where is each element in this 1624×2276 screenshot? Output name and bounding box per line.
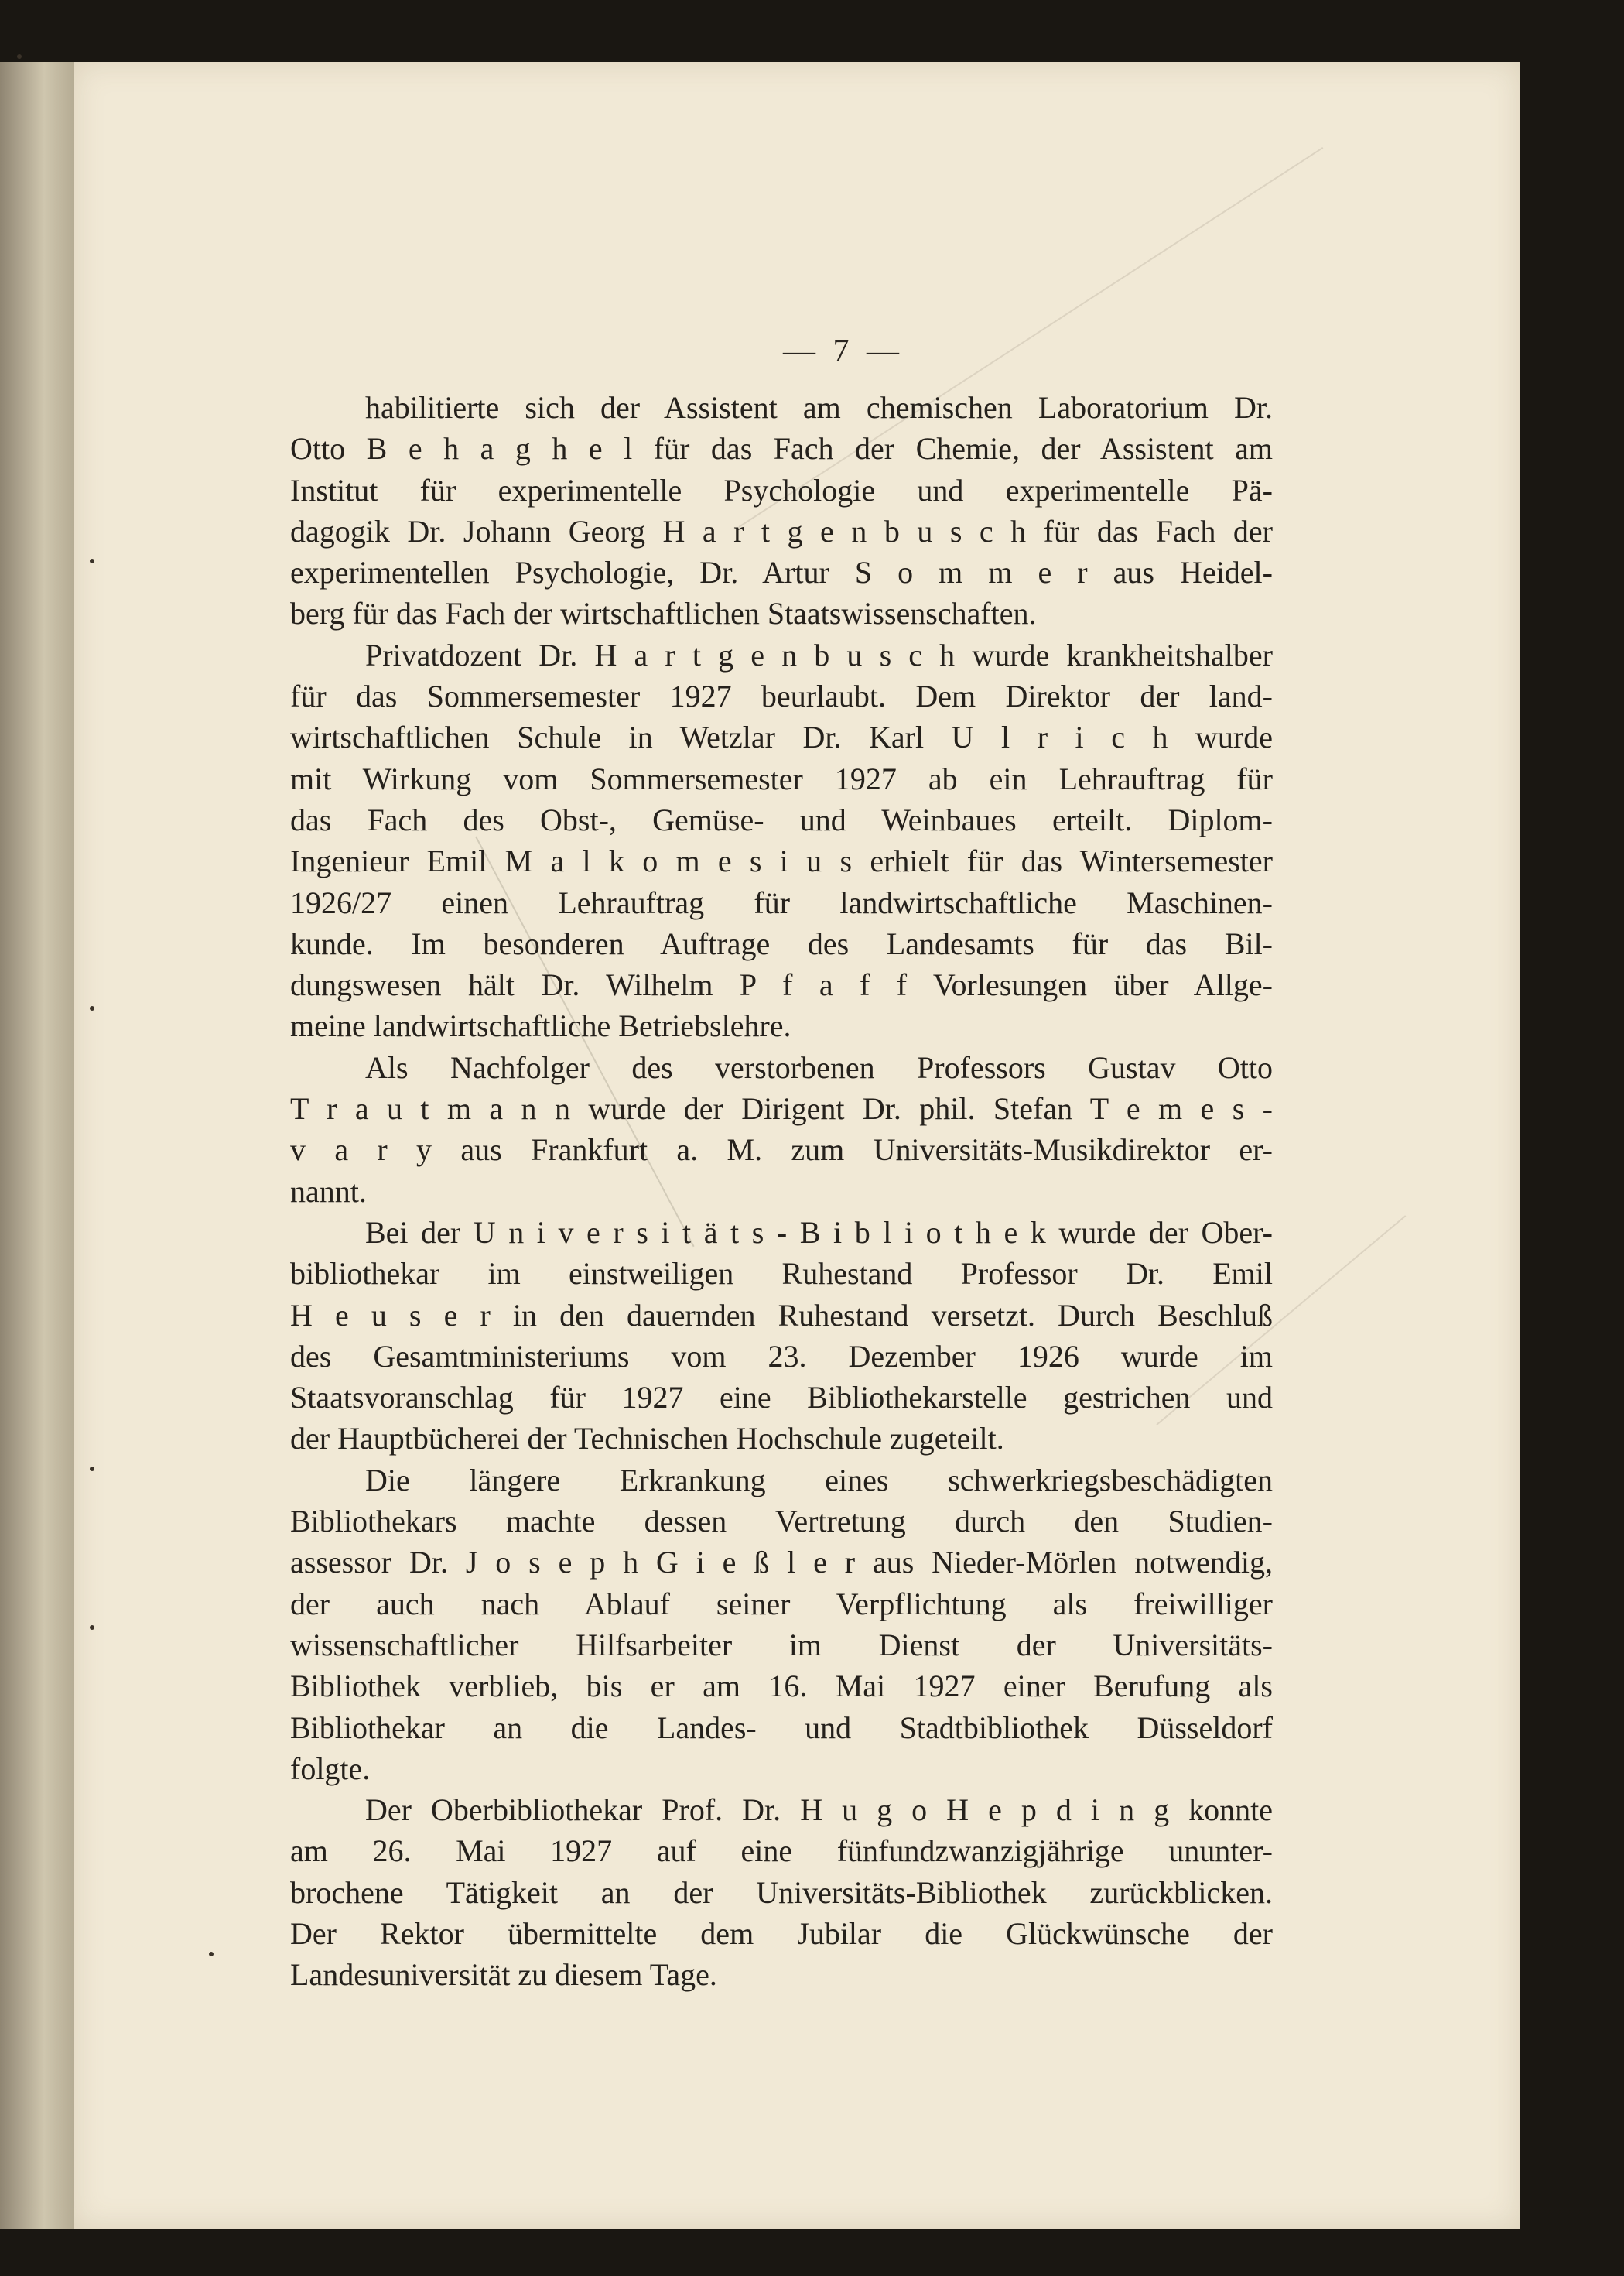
- text-line: Otto B e h a g h e l für das Fach der Chemie, der Assistent am: [290, 431, 1273, 467]
- text-line: dungswesen hält Dr. Wilhelm P f a f f Vorlesungen über Allge-: [290, 967, 1273, 1003]
- text-line: der Hauptbücherei der Technischen Hochschule zugeteilt.: [290, 1421, 1004, 1456]
- margin-speck: [90, 1006, 94, 1011]
- text-line: Privatdozent Dr. H a r t g e n b u s c h wurde krankheitshalber: [365, 637, 1273, 673]
- text-line: Bibliothekars machte dessen Vertretung durch den Studien-: [290, 1504, 1273, 1539]
- text-line: H e u s e r in den dauernden Ruhestand versetzt. Durch Beschluß: [290, 1297, 1273, 1333]
- text-line: T r a u t m a n n wurde der Dirigent Dr. phil. Stefan T e m e s -: [290, 1091, 1273, 1127]
- text-line: 1926/27 einen Lehrauftrag für landwirtschaftliche Maschinen-: [290, 885, 1273, 920]
- text-line: brochene Tätigkeit an der Universitäts-Bibliothek zurückblicken.: [290, 1874, 1273, 1910]
- text-line: berg für das Fach der wirtschaftlichen Staatswissenschaften.: [290, 596, 1037, 631]
- text-line: wissenschaftlicher Hilfsarbeiter im Dienst der Universitäts-: [290, 1627, 1273, 1662]
- margin-speck: [90, 1625, 94, 1630]
- body-text: [290, 387, 1273, 1996]
- margin-speck: [17, 54, 22, 59]
- text-line: des Gesamtministeriums vom 23. Dezember 1926 wurde im: [290, 1338, 1273, 1374]
- paragraph: [290, 387, 1273, 635]
- text-line: assessor Dr. J o s e p h G i e ß l e r aus Nieder-Mörlen notwendig,: [290, 1545, 1273, 1580]
- text-line: Staatsvoranschlag für 1927 eine Bibliothekarstelle gestrichen und: [290, 1380, 1273, 1415]
- text-line: kunde. Im besonderen Auftrage des Landesamts für das Bil-: [290, 926, 1273, 961]
- text-line: mit Wirkung vom Sommersemester 1927 ab ein Lehrauftrag für: [290, 761, 1273, 796]
- text-line: meine landwirtschaftliche Betriebslehre.: [290, 1008, 791, 1044]
- text-line: am 26. Mai 1927 auf eine fünfundzwanzigjährige ununter-: [290, 1833, 1273, 1869]
- text-line: für das Sommersemester 1927 beurlaubt. Dem Direktor der land-: [290, 679, 1273, 714]
- paragraph: [290, 1789, 1273, 1995]
- text-line: Bibliothek verblieb, bis er am 16. Mai 1927 einer Berufung als: [290, 1668, 1273, 1704]
- text-line: Bei der U n i v e r s i t ä t s - B i b l i o t h e k wurde der Ober-: [365, 1214, 1273, 1250]
- margin-speck: [209, 1952, 214, 1956]
- text-line: wirtschaftlichen Schule in Wetzlar Dr. Karl U l r i c h wurde: [290, 720, 1273, 755]
- paragraph: [290, 1212, 1273, 1460]
- book-page: [74, 62, 1520, 2229]
- text-line: v a r y aus Frankfurt a. M. zum Universitäts-Musikdirektor er-: [290, 1132, 1273, 1168]
- paragraph: [290, 1047, 1273, 1212]
- text-line: nannt.: [290, 1173, 367, 1209]
- text-line: Institut für experimentelle Psychologie und experimentelle Pä-: [290, 472, 1273, 508]
- text-line: der auch nach Ablauf seiner Verpflichtung als freiwilliger: [290, 1586, 1273, 1621]
- book-binding-edge: [0, 62, 74, 2229]
- text-line: Der Rektor übermittelte dem Jubilar die Glückwünsche der: [290, 1915, 1273, 1951]
- text-line: Landesuniversität zu diesem Tage.: [290, 1957, 717, 1993]
- margin-speck: [90, 559, 94, 563]
- text-line: Die längere Erkrankung eines schwerkriegsbeschädigten: [365, 1462, 1273, 1497]
- text-line: folgte.: [290, 1751, 371, 1786]
- text-line: dagogik Dr. Johann Georg H a r t g e n b u s c h für das Fach der: [290, 513, 1273, 549]
- text-line: habilitierte sich der Assistent am chemischen Laboratorium Dr.: [365, 390, 1273, 425]
- text-line: bibliothekar im einstweiligen Ruhestand Professor Dr. Emil: [290, 1256, 1273, 1292]
- paragraph: [290, 1460, 1273, 1789]
- page-number: — 7 —: [783, 334, 904, 369]
- text-line: experimentellen Psychologie, Dr. Artur S o m m e r aus Heidel-: [290, 555, 1273, 590]
- paragraph: [290, 635, 1273, 1047]
- text-line: Bibliothekar an die Landes- und Stadtbibliothek Düsseldorf: [290, 1710, 1273, 1745]
- text-line: Der Oberbibliothekar Prof. Dr. H u g o H e p d i n g konnte: [365, 1792, 1273, 1828]
- text-line: Ingenieur Emil M a l k o m e s i u s erhielt für das Wintersemester: [290, 844, 1273, 879]
- margin-speck: [90, 1467, 94, 1471]
- text-line: das Fach des Obst-, Gemüse- und Weinbaues erteilt. Diplom-: [290, 802, 1273, 837]
- text-line: Als Nachfolger des verstorbenen Professors Gustav Otto: [365, 1049, 1273, 1085]
